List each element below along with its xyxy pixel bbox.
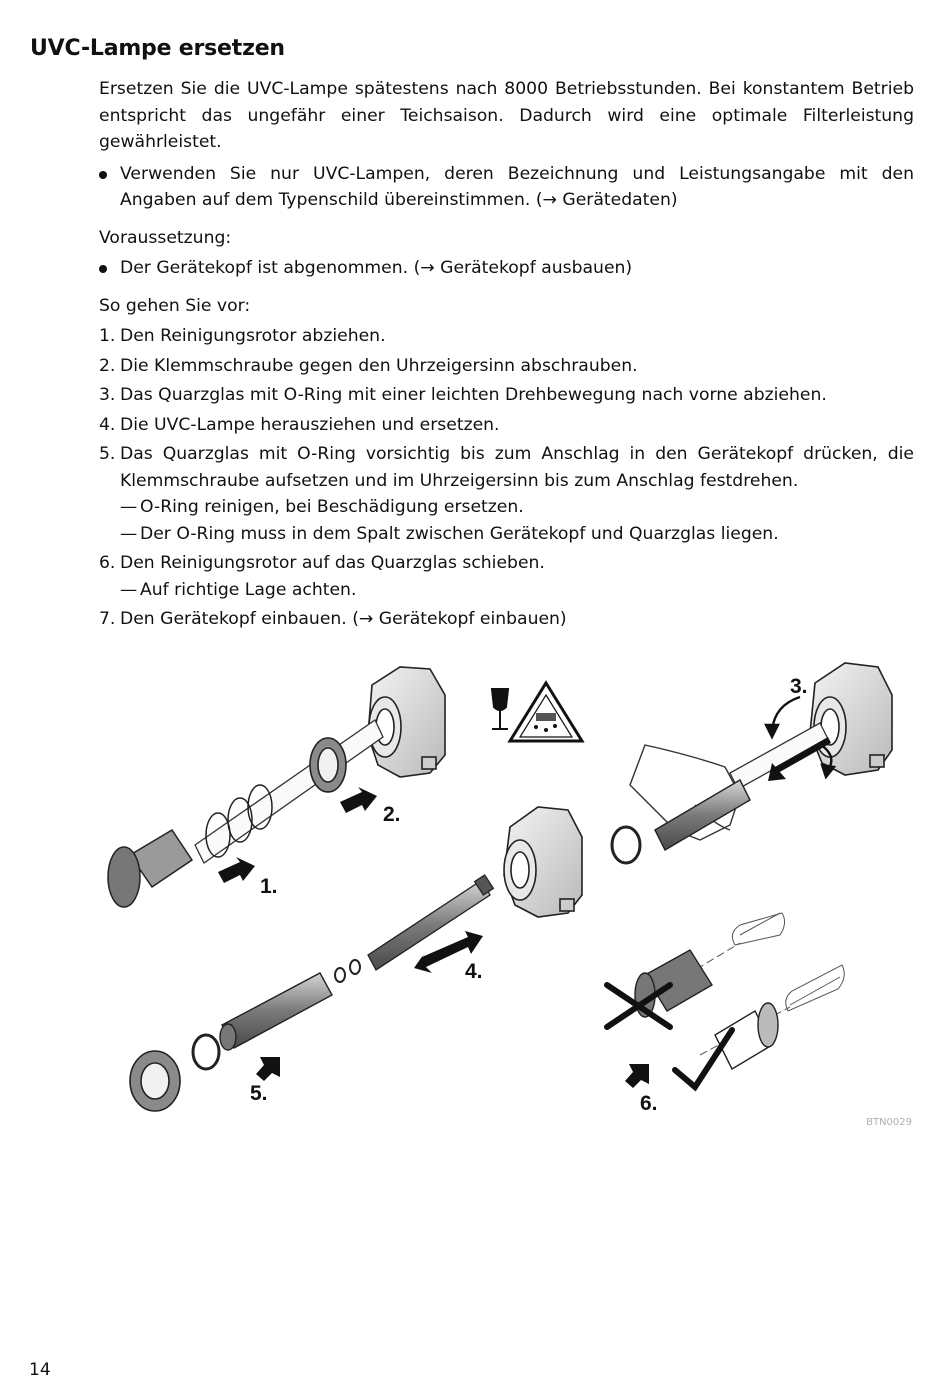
step-item: [99, 412, 914, 439]
step-label: 3.: [790, 675, 808, 698]
note-bullet-text: Verwenden Sie nur UVC-Lampen, deren Bezeichnung und Leistungsangabe mit den Angaben auf dem Typenschild übereinstimmen. (→ Gerätedaten): [120, 163, 914, 210]
intro-paragraph: Ersetzen Sie die UVC-Lampe spätestens nach 8000 Betriebsstunden. Bei konstantem Betrieb entspricht das ungefähr einer Teichsaison. Dadurch wird eine optimale Filterleistung gewährleistet.: [99, 79, 914, 152]
sub-step-item: [120, 577, 914, 604]
step-number: 7.: [99, 609, 116, 629]
device-head-top-right: [810, 663, 892, 775]
step-number: 1.: [99, 326, 116, 346]
step-text: Das Quarzglas mit O-Ring vorsichtig bis zum Anschlag in den Gerätekopf drücken, die Klemmschraube aufsetzen und im Uhrzeigersinn bis zum Anschlag festdrehen.: [120, 444, 914, 491]
sub-step-text: O-Ring reinigen, bei Beschädigung ersetzen.: [140, 497, 524, 517]
note-bullet-item: [99, 161, 914, 214]
step-text: Den Reinigungsrotor abziehen.: [120, 326, 386, 346]
page-title: UVC-Lampe ersetzen: [30, 36, 285, 61]
step-label: 4.: [465, 960, 483, 983]
bullet-icon: [99, 161, 120, 214]
device-head-middle: [504, 807, 582, 917]
rotor-wrong-orientation: [635, 950, 712, 1017]
small-o-ring: [335, 960, 360, 982]
step-text: Den Gerätekopf einbauen. (→ Gerätekopf einbauen): [120, 609, 567, 629]
device-head-top-left: [368, 667, 445, 777]
bullet-icon: [99, 255, 120, 282]
o-ring-bottom: [193, 1035, 219, 1069]
quartz-glass-bottom: [220, 973, 332, 1050]
prerequisite-bullet-text: Der Gerätekopf ist abgenommen. (→ Gerätekopf ausbauen): [120, 258, 633, 278]
step-text: Den Reinigungsrotor auf das Quarzglas schieben.: [120, 553, 545, 573]
dash-marker: —: [120, 523, 138, 544]
sub-step-text: Auf richtige Lage achten.: [140, 579, 357, 600]
sub-step-text: Der O-Ring muss in dem Spalt zwischen Gerätekopf und Quarzglas liegen.: [140, 523, 779, 544]
fragile-glass-icon: [492, 689, 508, 729]
step-item: [99, 550, 914, 577]
clamp-screw-bottom: [130, 1051, 180, 1111]
step-number: 6.: [99, 553, 116, 573]
o-ring-removed: [612, 827, 640, 863]
rotor-correct-orientation: [715, 1003, 778, 1069]
dash-marker: —: [120, 579, 138, 600]
step-label: 6.: [640, 1092, 658, 1115]
step-item: [99, 606, 914, 633]
correct-check-icon: [675, 1030, 732, 1087]
clamp-screw-top-left: [310, 738, 346, 792]
arrow-icon: [625, 1064, 649, 1088]
step-number: 5.: [99, 444, 116, 464]
step-number: 2.: [99, 355, 116, 376]
glass-breakage-warning-icon: [510, 683, 582, 741]
sub-step-item: [120, 521, 914, 548]
step-text: Die Klemmschraube gegen den Uhrzeigersinn abschrauben.: [120, 355, 638, 376]
quartz-glass-top-left: [195, 720, 383, 863]
step-item: [99, 441, 914, 494]
dash-marker: —: [120, 497, 138, 517]
step-label: 1.: [260, 875, 278, 898]
step-label: 2.: [383, 803, 401, 826]
step-item: [99, 323, 914, 350]
instructions: [99, 76, 914, 633]
step-item: [99, 382, 914, 409]
step-item: [99, 353, 914, 380]
page-number: 14: [29, 1360, 51, 1380]
step-text: Das Quarzglas mit O-Ring mit einer leichten Drehbewegung nach vorne abziehen.: [120, 385, 827, 405]
step-number: 4.: [99, 414, 116, 435]
step-number: 3.: [99, 385, 116, 405]
prerequisite-bullet-item: [99, 255, 914, 282]
step-label: 5.: [250, 1082, 268, 1105]
figure-code: BTN0029: [866, 1117, 912, 1128]
sub-step-item: [120, 494, 914, 521]
procedure-heading: So gehen Sie vor:: [99, 295, 251, 316]
prerequisite-heading: Voraussetzung:: [99, 227, 232, 248]
step-text: Die UVC-Lampe herausziehen und ersetzen.: [120, 414, 500, 435]
cleaning-rotor-top-left: [108, 785, 272, 907]
arrow-icon: [256, 1057, 280, 1081]
assembly-illustration: [100, 655, 915, 1130]
